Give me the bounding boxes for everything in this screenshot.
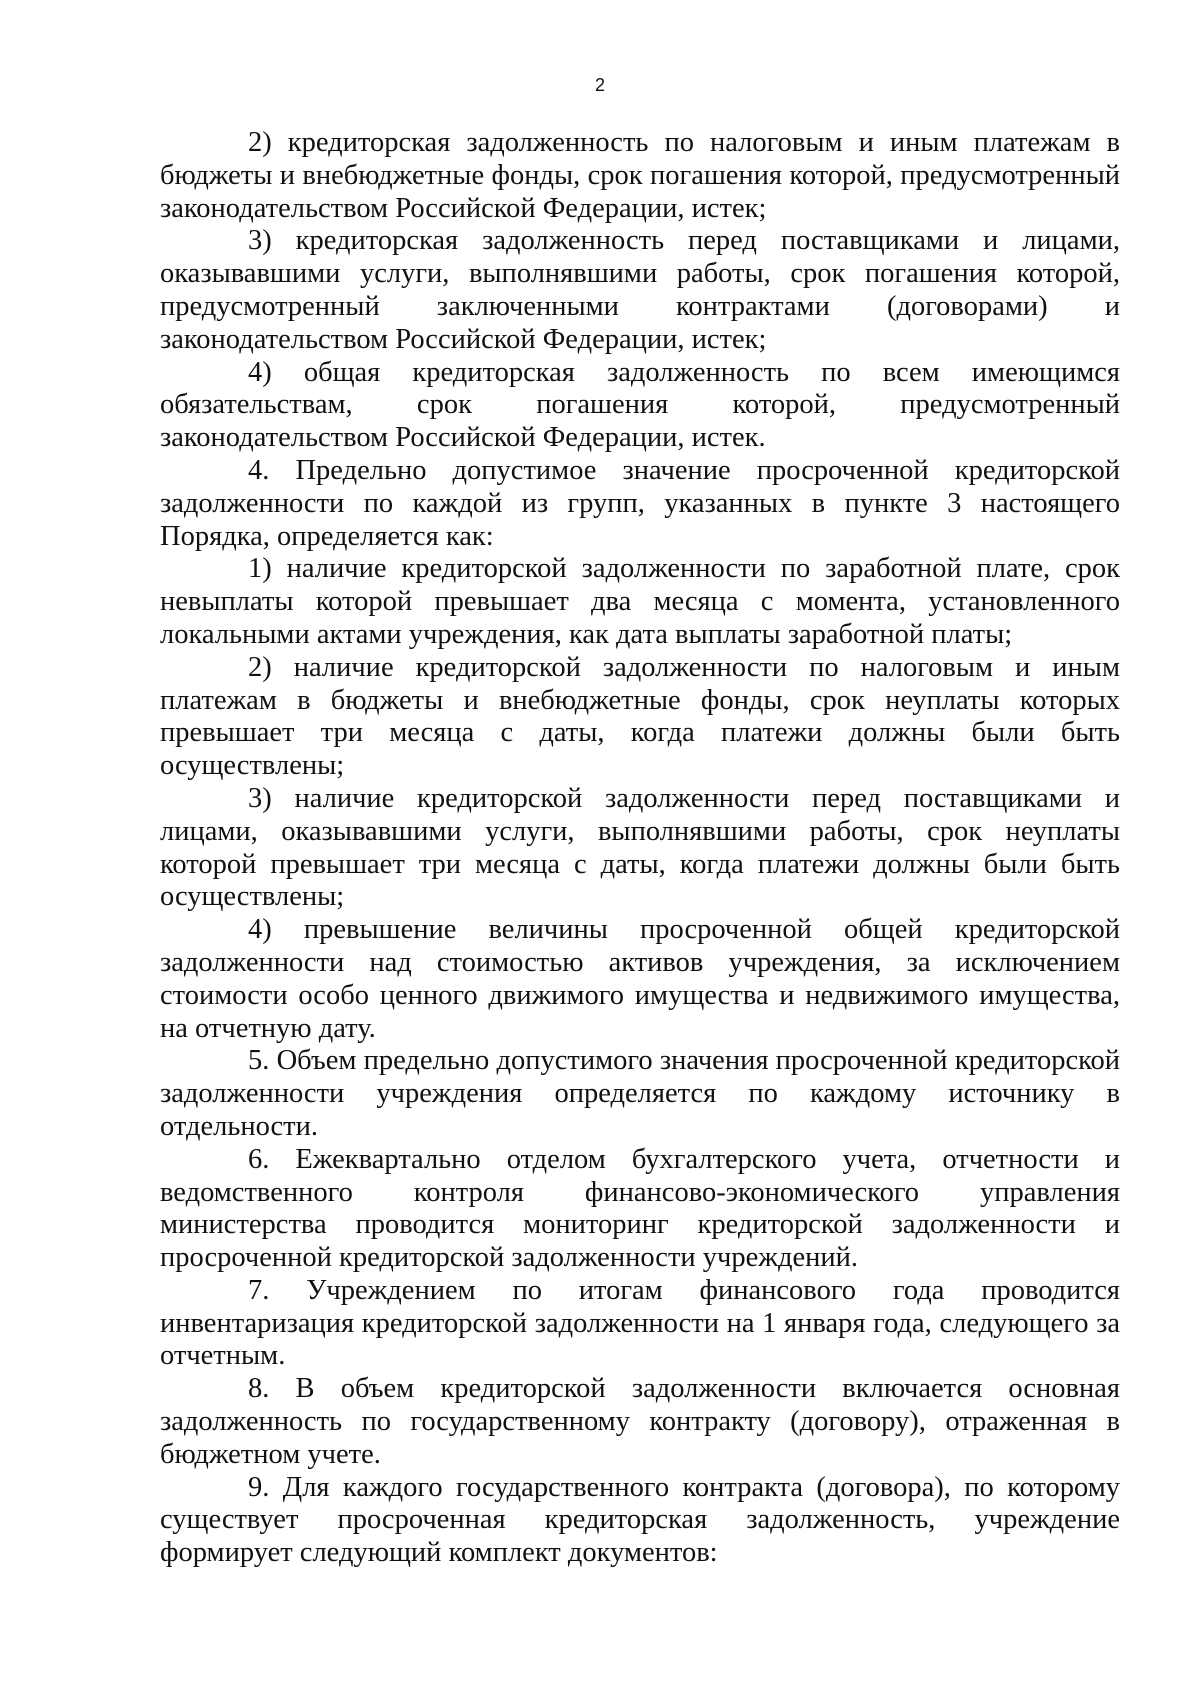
paragraph-4-2: 2) наличие кредиторской задолженности по налоговым и иным платежам в бюджеты и внебюджетные фонды, срок неуплаты которых превышает три месяца с даты, когда платежи должны были быть осуществлены; <box>160 651 1120 782</box>
paragraph-4: 4. Предельно допустимое значение просроченной кредиторской задолженности по каждой из групп, указанных в пункте 3 настоящего Порядка, определяется как: <box>160 454 1120 552</box>
paragraph-6: 6. Ежеквартально отделом бухгалтерского учета, отчетности и ведомственного контроля финансово-экономического управления министерства проводится мониторинг кредиторской задолженности и просроченной кредиторской задолженности учреждений. <box>160 1143 1120 1274</box>
paragraph-5: 5. Объем предельно допустимого значения просроченной кредиторской задолженности учреждения определяется по каждому источнику в отдельности. <box>160 1045 1120 1142</box>
paragraph-7: 7. Учреждением по итогам финансового года проводится инвентаризация кредиторской задолженности на 1 января года, следующего за отчетным. <box>160 1274 1120 1372</box>
paragraph-8: 8. В объем кредиторской задолженности включается основная задолженность по государственному контракту (договору), отраженная в бюджетном учете. <box>160 1373 1120 1470</box>
paragraph-3-4: 4) общая кредиторская задолженность по всем имеющимся обязательствам, срок погашения которой, предусмотренный законодательством Российской Федерации, истек. <box>160 356 1120 454</box>
paragraph-9: 9. Для каждого государственного контракта (договора), по которому существует просроченная кредиторская задолженность, учреждение формирует следующий комплект документов: <box>160 1471 1120 1569</box>
paragraph-3-3: 3) кредиторская задолженность перед поставщиками и лицами, оказывавшими услуги, выполнявшими работы, срок погашения которой, предусмотренный заключенными контрактами (договорами) и законодательством Российской Федерации, истек; <box>160 225 1120 355</box>
paragraph-3-2: 2) кредиторская задолженность по налоговым и иным платежам в бюджеты и внебюджетные фонды, срок погашения которой, предусмотренный законодательством Российской Федерации, истек; <box>160 127 1120 224</box>
paragraph-4-3: 3) наличие кредиторской задолженности перед поставщиками и лицами, оказывавшими услуги, выполнявшими работы, срок неуплаты которой превышает три месяца с даты, когда платежи должны были быть осуществлены; <box>160 782 1120 913</box>
document-body <box>160 127 1120 1570</box>
paragraph-4-4: 4) превышение величины просроченной общей кредиторской задолженности над стоимостью активов учреждения, за исключением стоимости особо ценного движимого имущества и недвижимого имущества, на отчетную дату. <box>160 914 1120 1044</box>
paragraph-4-1: 1) наличие кредиторской задолженности по заработной плате, срок невыплаты которой превышает два месяца с момента, установленного локальными актами учреждения, как дата выплаты заработной платы; <box>160 553 1120 650</box>
page-number: 2 <box>594 75 605 95</box>
